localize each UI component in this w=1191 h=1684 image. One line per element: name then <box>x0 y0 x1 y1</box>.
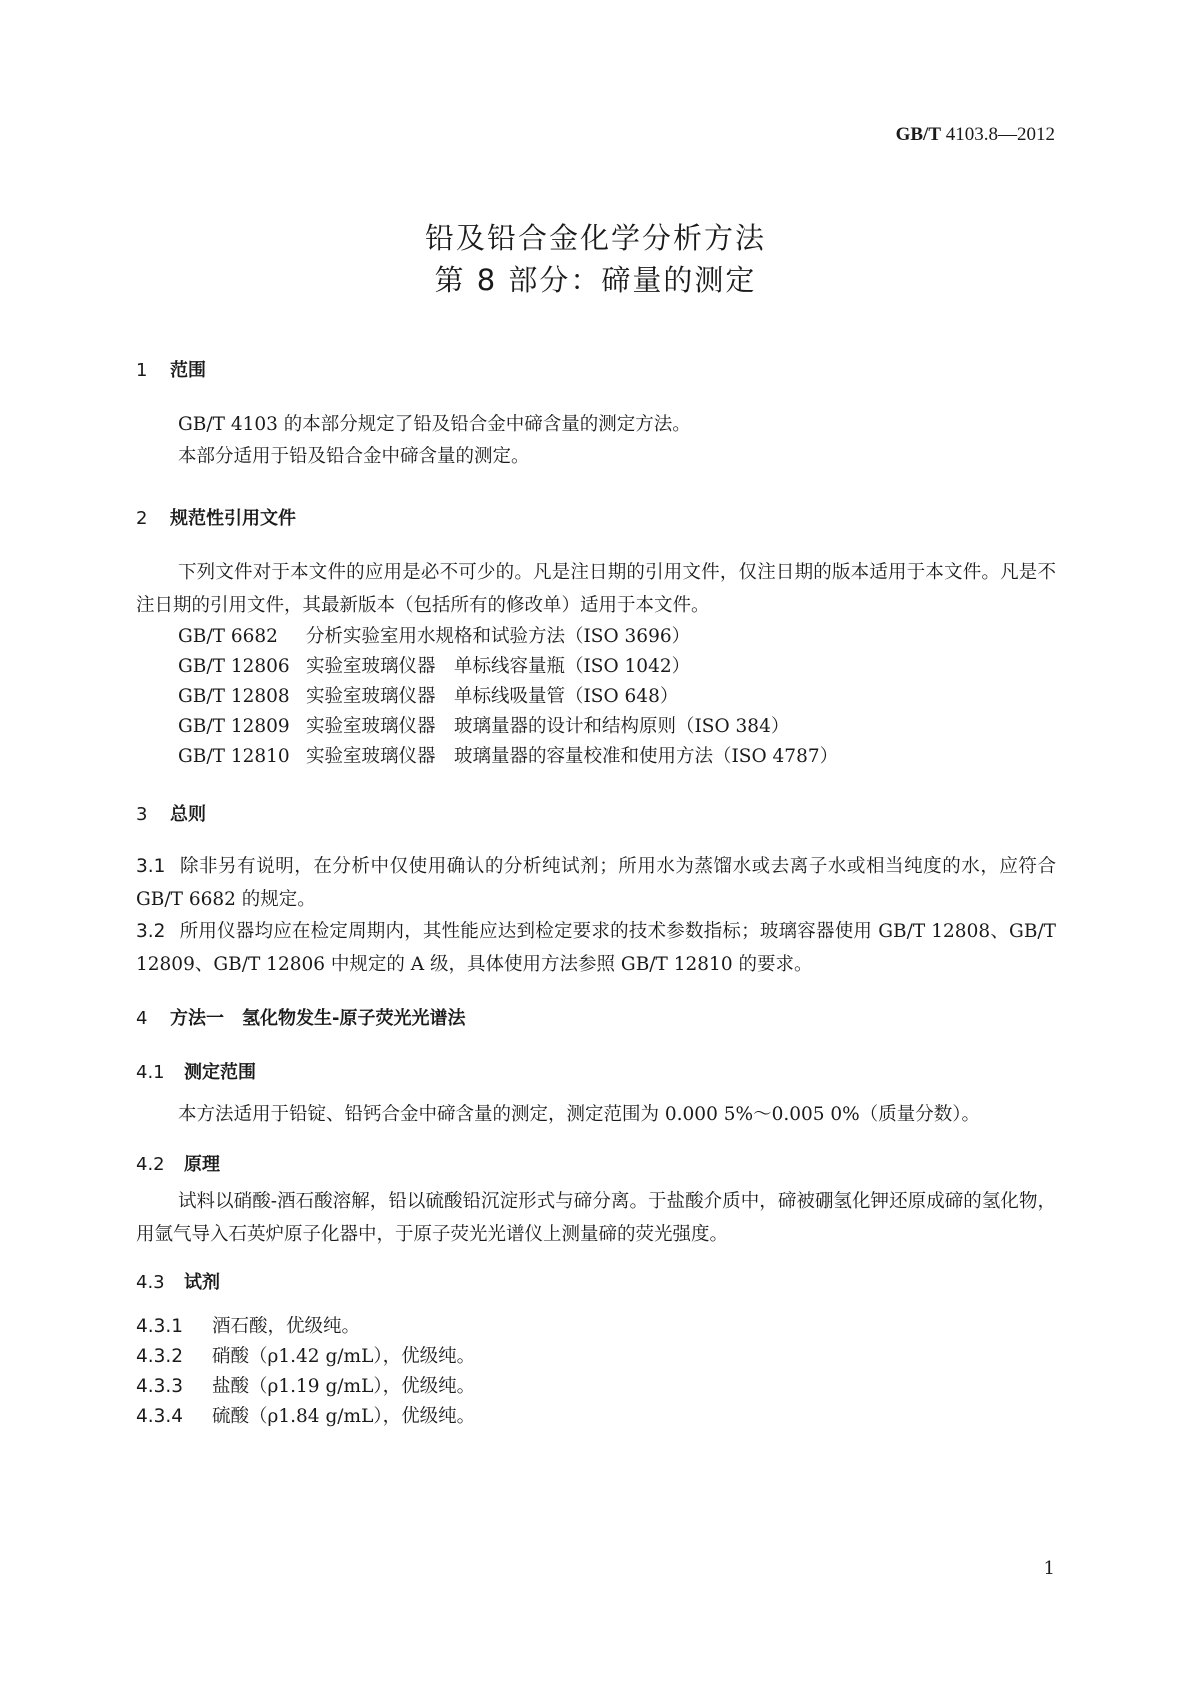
section-4-1-text: 本方法适用于铅锭、铅钙合金中碲含量的测定，测定范围为 0.000 5%～0.005 0%（质量分数）。 <box>178 1104 981 1125</box>
normative-reference: GB/T 12806 实验室玻璃仪器 单标线容量瓶（ISO 1042） <box>178 656 691 677</box>
section-4-1-heading: 4.1 测定范围 <box>136 1062 256 1083</box>
reagent-item: 4.3.2 硝酸（ρ1.42 g/mL），优级纯。 <box>136 1346 476 1367</box>
normative-reference: GB/T 12810 实验室玻璃仪器 玻璃量器的容量校准和使用方法（ISO 4787） <box>178 746 839 767</box>
clause-3-2: 3.2 所用仪器均应在检定周期内，其性能应达到检定要求的技术参数指标；玻璃容器使用 GB/T 12808、GB/T 12809、GB/T 12806 中规定的 A 级，具体使用方法参照 GB/T 12810 的要求。 <box>136 921 1056 975</box>
standard-prefix: GB/T <box>895 124 941 145</box>
reagent-item: 4.3.3 盐酸（ρ1.19 g/mL），优级纯。 <box>136 1376 476 1397</box>
section-1-heading: 1 范围 <box>136 360 206 381</box>
clause-3-1: 3.1 除非另有说明，在分析中仅使用确认的分析纯试剂；所用水为蒸馏水或去离子水或相当纯度的水，应符合 GB/T 6682 的规定。 <box>136 856 1056 910</box>
section-1-paragraph: GB/T 4103 的本部分规定了铅及铅合金中碲含量的测定方法。 <box>178 414 691 435</box>
section-2-intro: 下列文件对于本文件的应用是必不可少的。凡是注日期的引用文件，仅注日期的版本适用于本文件。凡是不注日期的引用文件，其最新版本（包括所有的修改单）适用于本文件。 <box>136 562 1056 616</box>
document-title: 铅及铅合金化学分析方法 <box>424 221 766 255</box>
normative-reference: GB/T 12809 实验室玻璃仪器 玻璃量器的设计和结构原则（ISO 384） <box>178 716 790 737</box>
standard-number: 4103.8—2012 <box>945 124 1055 145</box>
reagent-item: 4.3.4 硫酸（ρ1.84 g/mL），优级纯。 <box>136 1406 476 1427</box>
document-subtitle: 第 8 部分：碲量的测定 <box>434 263 757 297</box>
reagent-item: 4.3.1 酒石酸，优级纯。 <box>136 1316 361 1337</box>
section-2-heading: 2 规范性引用文件 <box>136 508 296 529</box>
section-1-paragraph: 本部分适用于铅及铅合金中碲含量的测定。 <box>178 446 530 467</box>
normative-reference: GB/T 6682 分析实验室用水规格和试验方法（ISO 3696） <box>178 626 691 647</box>
section-3-heading: 3 总则 <box>136 804 206 825</box>
section-4-heading: 4 方法一 氢化物发生-原子荧光光谱法 <box>136 1008 466 1029</box>
normative-reference: GB/T 12808 实验室玻璃仪器 单标线吸量管（ISO 648） <box>178 686 679 707</box>
page-number: 1 <box>1043 1558 1055 1579</box>
section-4-2-text: 试料以硝酸-酒石酸溶解，铅以硫酸铅沉淀形式与碲分离。于盐酸介质中，碲被硼氢化钾还原成碲的氢化物，用氩气导入石英炉原子化器中，于原子荧光光谱仪上测量碲的荧光强度。 <box>136 1191 1056 1245</box>
standard-code <box>896 124 1055 146</box>
section-4-3-heading: 4.3 试剂 <box>136 1272 220 1293</box>
section-4-2-heading: 4.2 原理 <box>136 1154 220 1175</box>
